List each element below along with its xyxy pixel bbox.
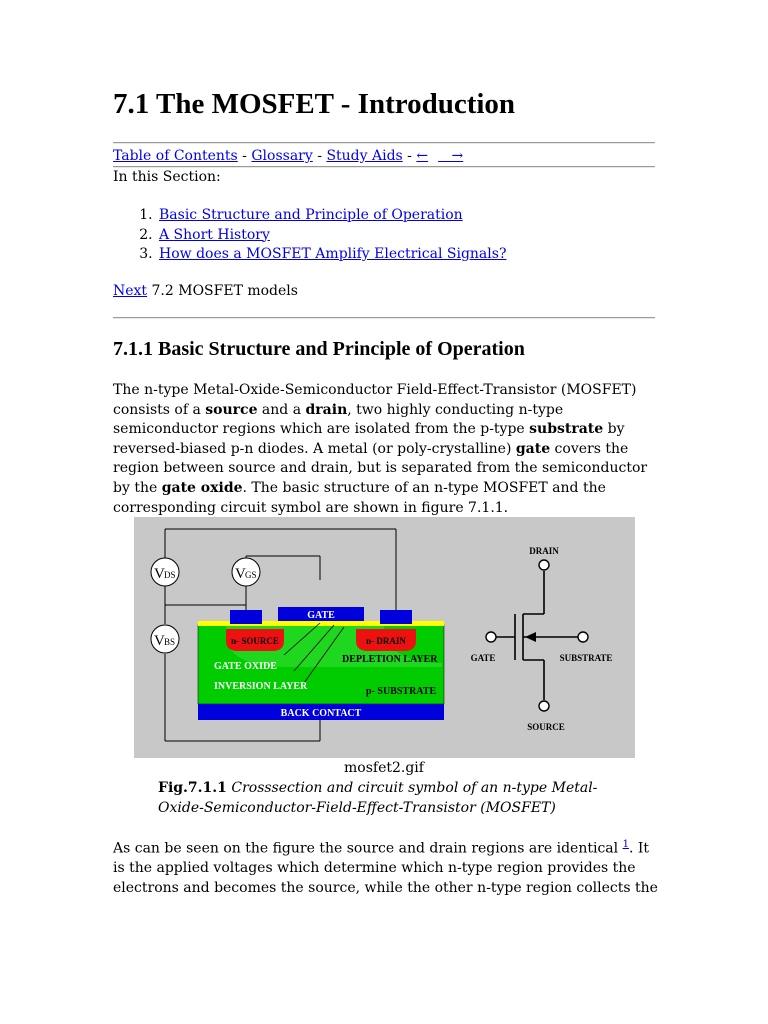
nav-separator: - [312,148,327,164]
vgs-label: V [235,566,246,582]
drain-contact [380,610,412,624]
divider [113,166,655,168]
list-item [157,245,506,265]
vds-meter [151,558,179,586]
vds-subscript: DS [164,570,176,580]
n-drain-label: n- DRAIN [366,636,406,646]
depletion-layer-label: DEPLETION LAYER [342,654,438,665]
footnote-link[interactable]: 1 [622,839,629,850]
gate-label: GATE [307,610,335,621]
vgs-meter [232,558,260,586]
next-section-title: 7.2 MOSFET models [147,283,298,299]
inversion-layer-label: INVERSION LAYER [214,681,308,692]
figure-caption: Fig.7.1.1 Crosssection and circuit symbol of an n-type Metal-Oxide-Semiconductor-Field-Effect-Transistor (MOSFET) [158,780,598,816]
symbol-gate-label: GATE [470,653,496,663]
divider [113,317,655,319]
section-toc-list [113,206,506,265]
mosfet-diagram [134,517,635,758]
vgs-subscript: GS [245,570,257,580]
list-item [157,206,506,226]
previous-page-link[interactable]: ← [416,148,429,164]
figure-filename: mosfet2.gif [344,760,424,776]
glossary-link[interactable]: Glossary [251,148,313,164]
paragraph-identical: As can be seen on the figure the source and drain regions are identical $^1$. It is the applied voltages which determine which n-type region provides the electrons and becomes the source, while the other n-type region collects the [113,839,658,896]
section-heading: 7.1.1 Basic Structure and Principle of Operation [113,338,525,360]
source-contact [230,610,262,624]
toc-link-amplify[interactable]: How does a MOSFET Amplify Electrical Signals? [159,246,507,262]
toc-link-basic-structure[interactable]: Basic Structure and Principle of Operation [159,207,463,223]
mosfet-symbol [496,571,578,700]
paragraph-intro: The n-type Metal-Oxide-Semiconductor Field-Effect-Transistor (MOSFET) consists of a source and a drain, two highly conducting n-type semiconductor regions which are isolated from the p-type substrate by reversed-biased p-n diodes. A metal (or poly-crystalline) gate covers the region between source and drain, but is separated from the semiconductor by the gate oxide. The basic structure of an n-type MOSFET and the corresponding circuit symbol are shown in figure 7.1.1. [113,382,648,516]
vds-label: V [154,566,165,582]
table-of-contents-link[interactable]: Table of Contents [113,148,238,164]
p-substrate-label: p- SUBSTRATE [366,686,437,697]
list-item [157,226,506,246]
study-aids-link[interactable]: Study Aids [326,148,403,164]
nav-bar [113,148,463,164]
divider [113,142,655,144]
toc-link-short-history[interactable]: A Short History [159,226,270,243]
back-contact-label: BACK CONTACT [280,708,362,719]
next-section [113,283,298,299]
gate-oxide-label: GATE OXIDE [214,661,277,672]
section-intro: In this Section: [113,169,221,185]
page-title: 7.1 The MOSFET - Introduction [113,88,516,120]
nav-separator: - [237,148,252,164]
symbol-source-label: SOURCE [527,722,565,732]
vbs-meter [151,625,179,653]
n-source-label: n- SOURCE [231,636,279,646]
arrow-icon [525,632,536,642]
symbol-terminals [486,560,588,711]
symbol-drain-label: DRAIN [529,546,559,556]
mosfet-figure [134,517,635,758]
next-page-link[interactable]: → [451,148,464,164]
next-link[interactable]: Next [113,283,148,299]
symbol-substrate-label: SUBSTRATE [559,653,613,663]
nav-separator: - [402,148,417,164]
vbs-label: V [154,633,165,649]
vbs-subscript: BS [164,637,176,647]
